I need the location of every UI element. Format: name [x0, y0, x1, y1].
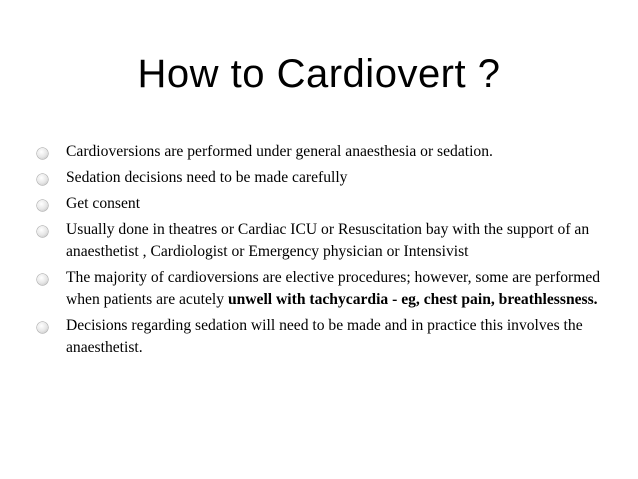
bullet-text: Sedation decisions need to be made carefully	[66, 169, 348, 186]
bullet-list	[34, 141, 604, 363]
bullet-text: Cardioversions are performed under general anaesthesia or sedation.	[66, 143, 493, 160]
round-bullet-icon	[37, 174, 48, 185]
round-bullet-icon	[37, 200, 48, 211]
round-bullet-icon	[37, 226, 48, 237]
bullet-item	[34, 267, 604, 311]
bullet-item	[34, 167, 604, 189]
bullet-text-prefix: The majority of cardioversions are elective procedures; however, some are performed when patients are acutely	[66, 269, 601, 308]
round-bullet-icon	[37, 274, 48, 285]
bullet-text: Get consent	[66, 195, 141, 212]
bullet-item	[34, 315, 604, 359]
round-bullet-icon	[37, 148, 48, 159]
bullet-item	[34, 141, 604, 163]
bullet-item	[34, 193, 604, 215]
bullet-text: Usually done in theatres or Cardiac ICU or Resuscitation bay with the support of an anaesthetist , Cardiologist or Emergency physician or Intensivist	[66, 221, 590, 260]
round-bullet-icon	[37, 322, 48, 333]
bullet-item	[34, 219, 604, 263]
bullet-text-bold: unwell with tachycardia - eg, chest pain, breathlessness.	[227, 291, 598, 308]
bullet-text: Decisions regarding sedation will need to be made and in practice this involves the anaesthetist.	[66, 317, 583, 356]
slide-title: How to Cardiovert ?	[137, 52, 501, 96]
